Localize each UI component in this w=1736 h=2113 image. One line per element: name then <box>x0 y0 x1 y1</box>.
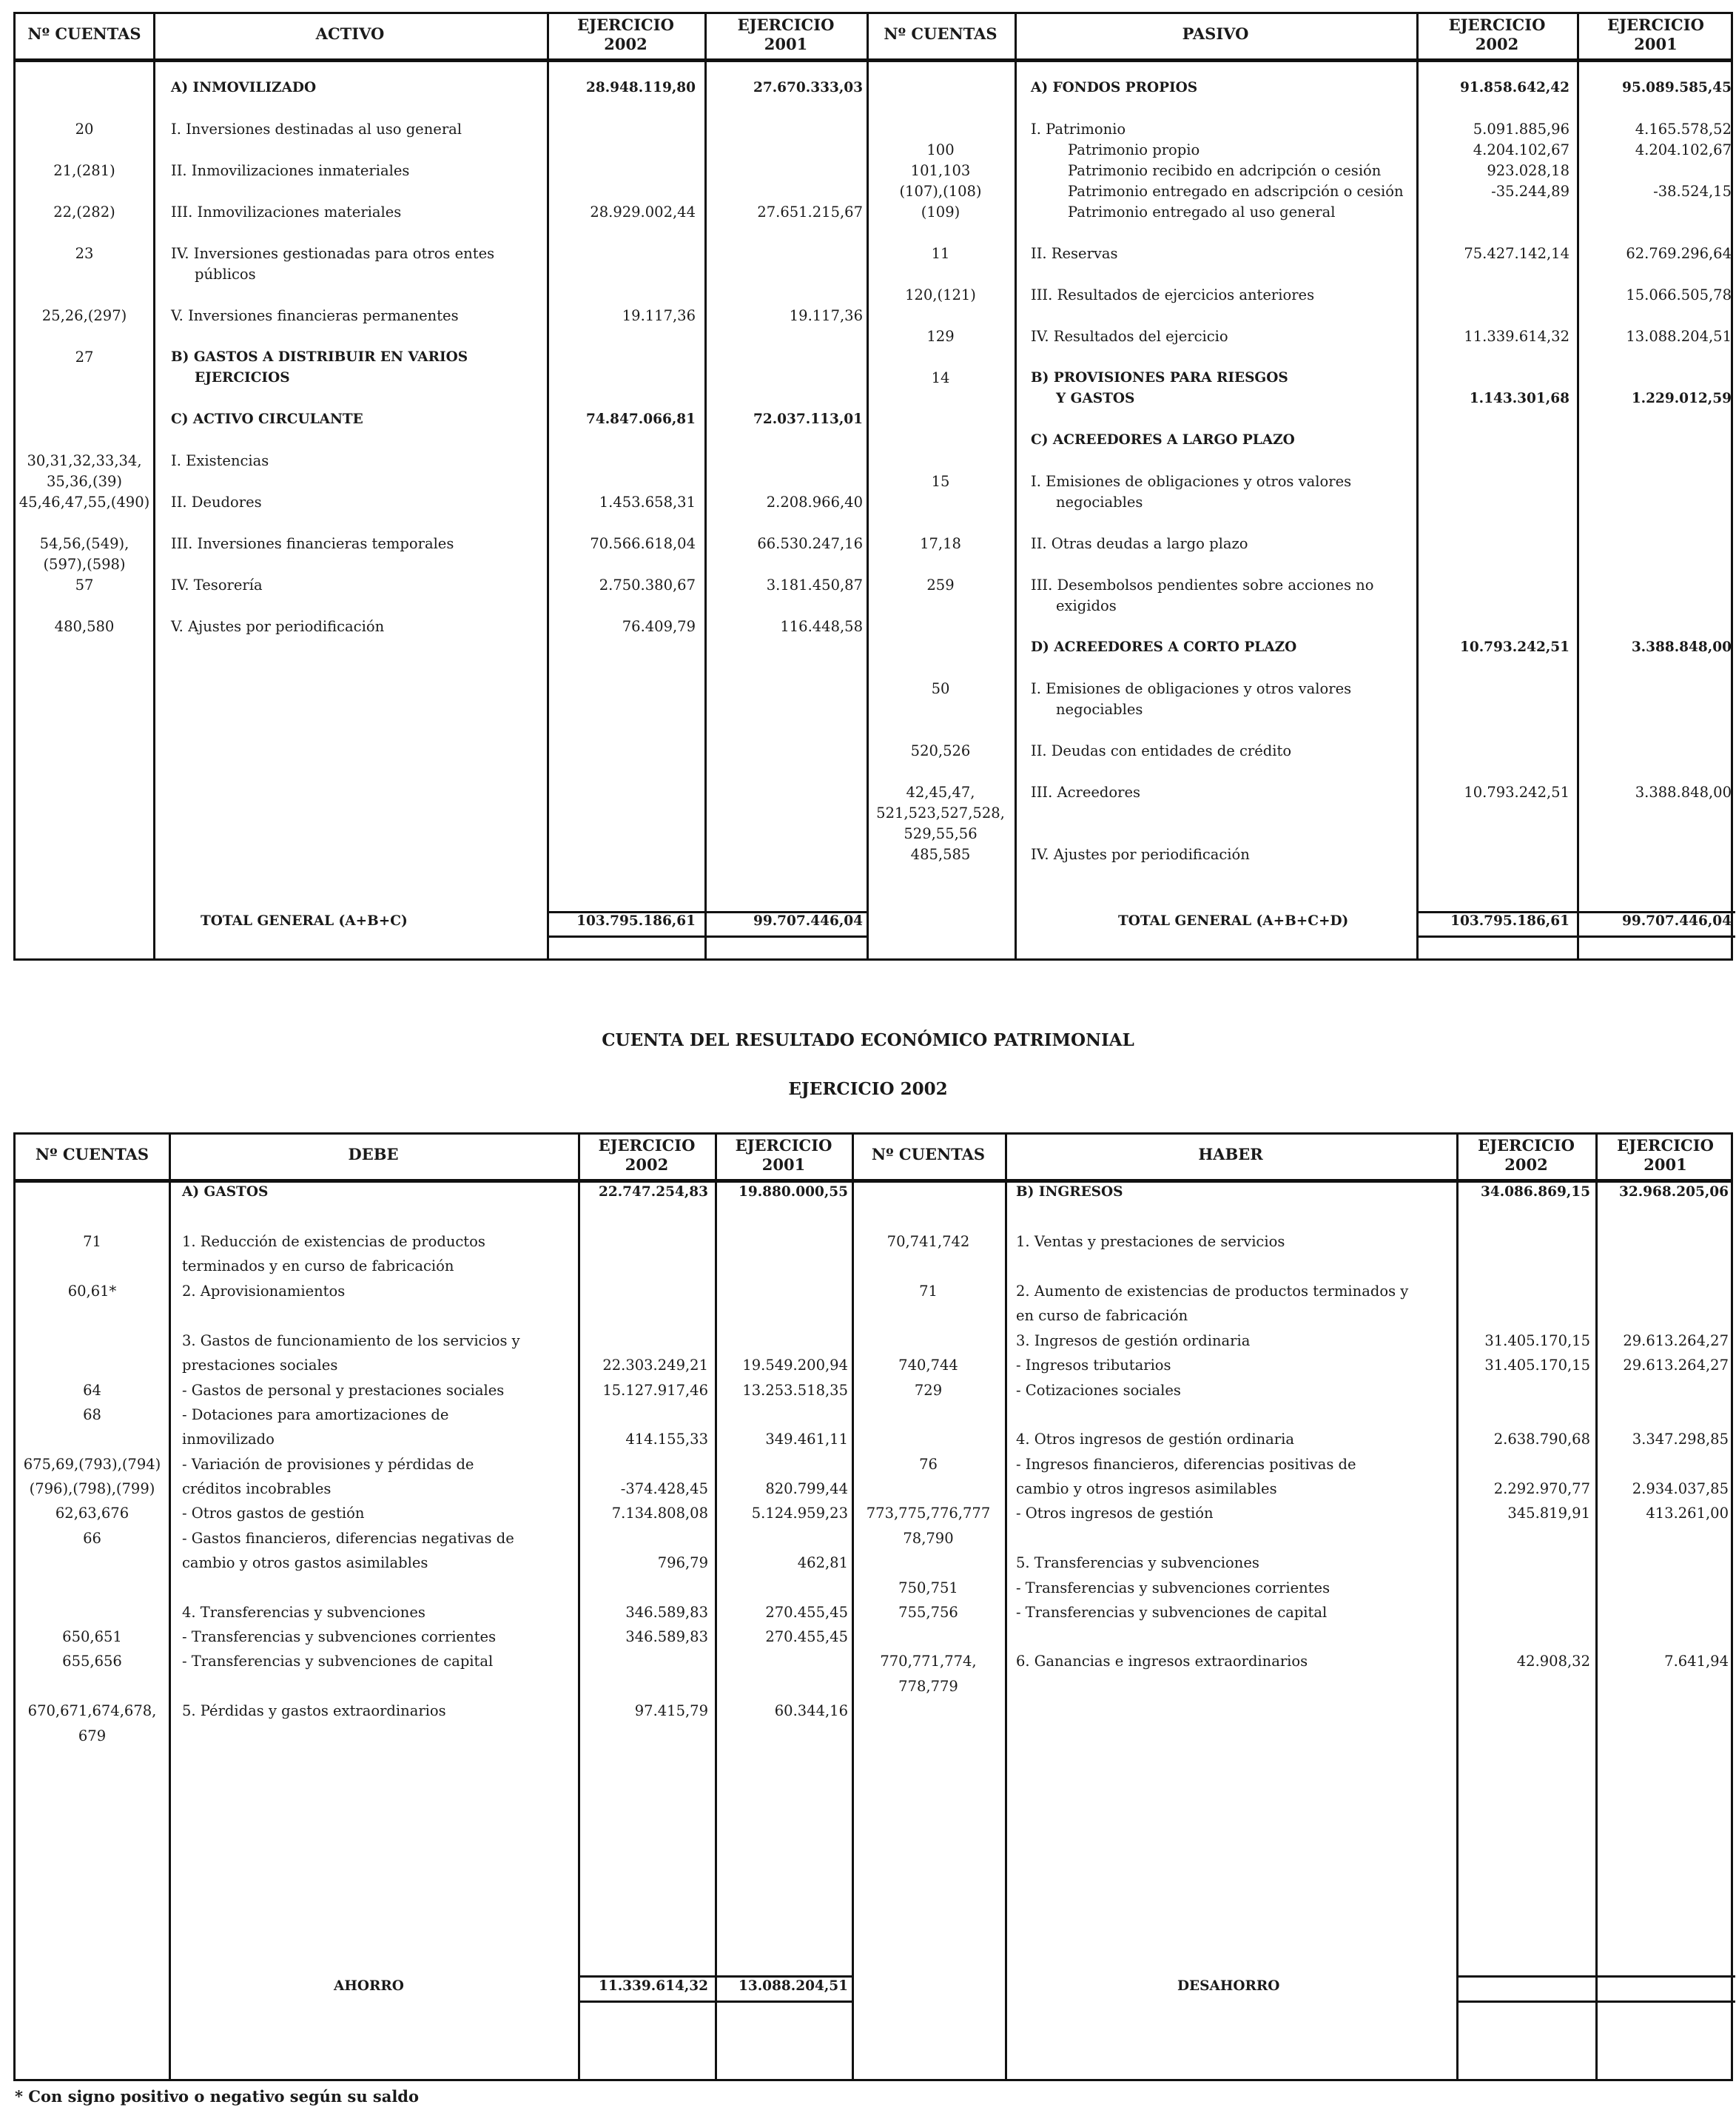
account-number: 773,775,776,777 <box>866 1505 991 1522</box>
account-number: 11 <box>931 245 950 262</box>
value-2001: 95.089.585,45 <box>1621 80 1732 95</box>
header-ej2001-right: EJERCICIO 2001 <box>1607 16 1704 53</box>
account-number: 42,45,47, <box>906 784 975 801</box>
row-label: II. Deudores <box>171 494 262 511</box>
account-number: 22,(282) <box>53 204 115 221</box>
account-number: 71 <box>83 1233 101 1250</box>
account-number: 101,103 <box>910 162 971 179</box>
value-2002: 19.117,36 <box>622 307 696 324</box>
value-2001: 27.670.333,03 <box>753 80 863 95</box>
value-2001: 4.165.578,52 <box>1635 121 1732 138</box>
row-label: Patrimonio entregado al uso general <box>1068 204 1336 221</box>
row-label: Patrimonio propio <box>1068 141 1200 158</box>
row-label: II. Deudas con entidades de crédito <box>1031 742 1292 759</box>
row-label: I. Existencias <box>171 452 269 469</box>
row-label: II. Inmovilizaciones inmateriales <box>171 162 410 179</box>
account-number: 675,69,(793),(794) <box>23 1456 161 1473</box>
row-label: III. Resultados de ejercicios anteriores <box>1031 286 1315 303</box>
value-2002: 28.929.002,44 <box>590 204 696 221</box>
row-label: 3. Ingresos de gestión ordinaria <box>1016 1332 1251 1349</box>
account-number: 76 <box>919 1456 938 1473</box>
value-2002: 414.155,33 <box>625 1431 708 1448</box>
account-number: 529,55,56 <box>904 825 978 842</box>
account-number: 520,526 <box>910 742 971 759</box>
account-number: 35,36,(39) <box>46 473 123 490</box>
row-label: 5. Transferencias y subvenciones <box>1016 1554 1259 1571</box>
value-2002: 1.143.301,68 <box>1469 391 1570 406</box>
account-number: 30,31,32,33,34, <box>27 452 142 469</box>
value-2002: 5.091.885,96 <box>1473 121 1570 138</box>
account-number: 64 <box>83 1382 101 1399</box>
account-number: 54,56,(549), <box>39 535 129 552</box>
row-label: - Gastos de personal y prestaciones sociales <box>182 1382 505 1399</box>
account-number: 23 <box>75 245 94 262</box>
pasivo-total-2001: 99.707.446,04 <box>1621 913 1732 929</box>
account-number: 21,(281) <box>53 162 115 179</box>
value-2001: 2.934.037,85 <box>1632 1480 1729 1497</box>
header-ej2002-left: EJERCICIO 2002 <box>577 16 674 53</box>
row-label: V. Ajustes por periodificación <box>171 618 385 635</box>
account-number: 100 <box>926 141 955 158</box>
desahorro-label: DESAHORRO <box>1177 1978 1280 1994</box>
account-number: 485,585 <box>910 846 971 863</box>
row-label-continued: exigidos <box>1056 597 1117 614</box>
account-number: 71 <box>919 1283 938 1300</box>
account-number: 27 <box>75 349 94 366</box>
row-label: 2. Aumento de existencias de productos terminados y <box>1016 1283 1409 1300</box>
row-label: - Otros ingresos de gestión <box>1016 1505 1214 1522</box>
row-label-continued: negociables <box>1056 701 1143 718</box>
value-2001: 32.968.205,06 <box>1618 1184 1729 1200</box>
value-2001: 4.204.102,67 <box>1635 141 1732 158</box>
account-number: 480,580 <box>54 618 115 635</box>
row-label: IV. Ajustes por periodificación <box>1031 846 1250 863</box>
value-2002: 346.589,83 <box>625 1628 708 1645</box>
row-label: 1. Reducción de existencias de productos <box>182 1233 485 1250</box>
row-label: - Gastos financieros, diferencias negativas de <box>182 1530 514 1547</box>
value-2001: 270.455,45 <box>765 1628 848 1645</box>
row-label: I. Inversiones destinadas al uso general <box>171 121 462 138</box>
result-subtitle: EJERCICIO 2002 <box>788 1079 948 1099</box>
account-number: 50 <box>931 680 950 697</box>
row-label: Patrimonio entregado en adscripción o cesión <box>1068 183 1404 200</box>
value-2001: 72.037.113,01 <box>753 411 863 427</box>
account-number: (109) <box>921 204 960 221</box>
account-number: 68 <box>83 1406 101 1423</box>
header-cuentas-haber: Nº CUENTAS <box>871 1145 986 1163</box>
value-2002: 70.566.618,04 <box>590 535 696 552</box>
value-2002: 31.405.170,15 <box>1484 1332 1590 1349</box>
account-number: 521,523,527,528, <box>876 804 1005 822</box>
value-2002: 15.127.917,46 <box>602 1382 708 1399</box>
header-debe: DEBE <box>348 1145 399 1163</box>
value-2001: 2.208.966,40 <box>766 494 863 511</box>
account-number: 740,744 <box>898 1357 958 1374</box>
account-number: 778,779 <box>898 1678 958 1695</box>
row-label: A) FONDOS PROPIOS <box>1031 80 1198 95</box>
row-label: cambio y otros gastos asimilables <box>182 1554 428 1571</box>
header-cuentas-right: Nº CUENTAS <box>884 24 997 43</box>
activo-total-2002: 103.795.186,61 <box>576 913 696 929</box>
header-debe-2001: EJERCICIO 2001 <box>735 1136 832 1174</box>
pasivo-total-2002: 103.795.186,61 <box>1450 913 1570 929</box>
value-2002: -35.244,89 <box>1491 183 1570 200</box>
account-number: 66 <box>83 1530 101 1547</box>
row-label: - Ingresos tributarios <box>1016 1357 1171 1374</box>
row-label: 4. Otros ingresos de gestión ordinaria <box>1016 1431 1294 1448</box>
row-label: B) INGRESOS <box>1016 1184 1123 1200</box>
row-label: - Transferencias y subvenciones de capital <box>182 1653 494 1670</box>
account-number: 20 <box>75 121 94 138</box>
value-2001: 820.799,44 <box>765 1480 848 1497</box>
row-label: 5. Pérdidas y gastos extraordinarios <box>182 1702 446 1719</box>
account-number: 25,26,(297) <box>41 307 127 324</box>
row-label: créditos incobrables <box>182 1480 332 1497</box>
value-2001: 29.613.264,27 <box>1623 1357 1729 1374</box>
value-2001: 270.455,45 <box>765 1604 848 1621</box>
row-label-continued: negociables <box>1056 494 1143 511</box>
account-number: 14 <box>931 369 950 386</box>
result-title: CUENTA DEL RESULTADO ECONÓMICO PATRIMONIAL <box>602 1030 1134 1050</box>
row-label: II. Otras deudas a largo plazo <box>1031 535 1248 552</box>
value-2002: 923.028,18 <box>1487 162 1570 179</box>
row-label: - Dotaciones para amortizaciones de <box>182 1406 449 1423</box>
value-2002: 2.292.970,77 <box>1493 1480 1590 1497</box>
value-2002: 76.409,79 <box>622 618 696 635</box>
ahorro-2001: 13.088.204,51 <box>738 1978 848 1994</box>
row-label: Patrimonio recibido en adcripción o cesión <box>1068 162 1382 179</box>
row-label: cambio y otros ingresos asimilables <box>1016 1480 1277 1497</box>
row-label: 3. Gastos de funcionamiento de los servicios y <box>182 1332 520 1349</box>
account-number: (597),(598) <box>43 556 126 573</box>
activo-total-2001: 99.707.446,04 <box>753 913 863 929</box>
value-2001: 62.769.296,64 <box>1626 245 1732 262</box>
header-activo: ACTIVO <box>315 24 385 43</box>
value-2002: 10.793.242,51 <box>1459 639 1570 655</box>
value-2001: 15.066.505,78 <box>1626 286 1732 303</box>
account-number: 755,756 <box>898 1604 958 1621</box>
value-2001: 19.117,36 <box>789 307 863 324</box>
row-label: C) ACREEDORES A LARGO PLAZO <box>1031 432 1295 448</box>
ahorro-label: AHORRO <box>334 1978 404 1994</box>
header-pasivo: PASIVO <box>1182 24 1249 43</box>
row-label: IV. Tesorería <box>171 577 263 594</box>
value-2002: 10.793.242,51 <box>1464 784 1570 801</box>
value-2001: -38.524,15 <box>1653 183 1732 200</box>
value-2001: 60.344,16 <box>774 1702 848 1719</box>
activo-total-label: TOTAL GENERAL (A+B+C) <box>201 913 408 929</box>
account-number: (796),(798),(799) <box>29 1480 155 1497</box>
value-2002: 97.415,79 <box>634 1702 708 1719</box>
header-ej2002-right: EJERCICIO 2002 <box>1448 16 1546 53</box>
value-2002: 31.405.170,15 <box>1484 1357 1590 1374</box>
row-label: V. Inversiones financieras permanentes <box>171 307 459 324</box>
value-2002: 22.747.254,83 <box>598 1184 708 1200</box>
value-2002: 28.948.119,80 <box>585 80 696 95</box>
row-label: - Variación de provisiones y pérdidas de <box>182 1456 474 1473</box>
account-number: 120,(121) <box>905 286 976 303</box>
row-label: I. Emisiones de obligaciones y otros valores <box>1031 680 1352 697</box>
row-label: III. Desembolsos pendientes sobre acciones no <box>1031 577 1374 594</box>
value-2002: 74.847.066,81 <box>585 411 696 427</box>
account-number: 259 <box>926 577 955 594</box>
ahorro-2002: 11.339.614,32 <box>598 1978 708 1994</box>
value-2001: 19.549.200,94 <box>742 1357 848 1374</box>
row-label: C) ACTIVO CIRCULANTE <box>171 411 363 427</box>
row-label: III. Inversiones financieras temporales <box>171 535 454 552</box>
value-2001: 29.613.264,27 <box>1623 1332 1729 1349</box>
account-number: 78,790 <box>903 1530 954 1547</box>
account-number: 655,656 <box>62 1653 122 1670</box>
row-label: II. Reservas <box>1031 245 1118 262</box>
value-2002: 22.303.249,21 <box>602 1357 708 1374</box>
header-haber: HABER <box>1198 1145 1263 1163</box>
account-number: 650,651 <box>62 1628 122 1645</box>
account-number: 57 <box>75 577 94 594</box>
value-2001: 116.448,58 <box>780 618 863 635</box>
account-number: 45,46,47,55,(490) <box>18 494 150 511</box>
value-2002: 796,79 <box>657 1554 708 1571</box>
value-2001: 3.388.848,00 <box>1631 639 1732 655</box>
pasivo-total-label: TOTAL GENERAL (A+B+C+D) <box>1118 913 1349 929</box>
value-2002: 2.750.380,67 <box>599 577 696 594</box>
header-debe-2002: EJERCICIO 2002 <box>598 1136 696 1174</box>
row-label: - Ingresos financieros, diferencias positivas de <box>1016 1456 1356 1473</box>
row-label: III. Inmovilizaciones materiales <box>171 204 402 221</box>
header-cuentas-left: Nº CUENTAS <box>27 24 141 43</box>
footnote: * Con signo positivo o negativo según su saldo <box>15 2087 419 2106</box>
row-label: A) INMOVILIZADO <box>171 80 317 95</box>
row-label: terminados y en curso de fabricación <box>182 1257 454 1274</box>
value-2001: 13.088.204,51 <box>1626 328 1732 345</box>
balance-table <box>13 12 1733 961</box>
account-number: 729 <box>914 1382 943 1399</box>
row-label: IV. Resultados del ejercicio <box>1031 328 1228 345</box>
row-label: - Cotizaciones sociales <box>1016 1382 1181 1399</box>
value-2001: 5.124.959,23 <box>751 1505 848 1522</box>
row-label: - Transferencias y subvenciones corrientes <box>182 1628 497 1645</box>
row-label: prestaciones sociales <box>182 1357 338 1374</box>
value-2001: 7.641,94 <box>1664 1653 1729 1670</box>
row-label: A) GASTOS <box>182 1184 269 1200</box>
value-2001: 462,81 <box>797 1554 848 1571</box>
header-haber-2001: EJERCICIO 2001 <box>1617 1136 1714 1174</box>
row-label-continued: públicos <box>195 266 256 283</box>
row-label-continued: EJERCICIOS <box>195 370 290 386</box>
header-cuentas-debe: Nº CUENTAS <box>35 1145 149 1163</box>
row-label: B) PROVISIONES PARA RIESGOS <box>1031 370 1288 386</box>
account-number: 70,741,742 <box>886 1233 970 1250</box>
header-haber-2002: EJERCICIO 2002 <box>1478 1136 1575 1174</box>
value-2002: 75.427.142,14 <box>1464 245 1570 262</box>
row-label: - Transferencias y subvenciones de capital <box>1016 1604 1328 1621</box>
row-label: en curso de fabricación <box>1016 1307 1188 1324</box>
row-label: 4. Transferencias y subvenciones <box>182 1604 425 1621</box>
value-2001: 66.530.247,16 <box>757 535 863 552</box>
row-label: inmovilizado <box>182 1431 275 1448</box>
value-2002: 2.638.790,68 <box>1493 1431 1590 1448</box>
account-number: 750,751 <box>898 1579 958 1596</box>
value-2002: 7.134.808,08 <box>611 1505 708 1522</box>
row-label: 1. Ventas y prestaciones de servicios <box>1016 1233 1285 1250</box>
account-number: 17,18 <box>920 535 961 552</box>
result-table <box>13 1132 1733 2081</box>
row-label-continued: Y GASTOS <box>1056 391 1135 406</box>
row-label: B) GASTOS A DISTRIBUIR EN VARIOS <box>171 349 468 365</box>
account-number: 670,671,674,678, <box>27 1702 157 1719</box>
value-2001: 3.388.848,00 <box>1635 784 1732 801</box>
value-2002: 345.819,91 <box>1507 1505 1590 1522</box>
account-number: 62,63,676 <box>55 1505 129 1522</box>
value-2001: 13.253.518,35 <box>742 1382 848 1399</box>
value-2002: 346.589,83 <box>625 1604 708 1621</box>
account-number: 679 <box>78 1727 107 1744</box>
row-label: III. Acreedores <box>1031 784 1141 801</box>
row-label: I. Emisiones de obligaciones y otros valores <box>1031 473 1352 490</box>
value-2002: 11.339.614,32 <box>1464 328 1570 345</box>
header-ej2001-left: EJERCICIO 2001 <box>737 16 835 53</box>
row-label: IV. Inversiones gestionadas para otros entes <box>171 245 495 262</box>
account-number: 15 <box>931 473 950 490</box>
value-2001: 349.461,11 <box>765 1431 848 1448</box>
value-2001: 3.347.298,85 <box>1632 1431 1729 1448</box>
value-2001: 413.261,00 <box>1646 1505 1729 1522</box>
row-label: D) ACREEDORES A CORTO PLAZO <box>1031 639 1297 655</box>
account-number: 60,61* <box>67 1283 117 1300</box>
row-label: - Otros gastos de gestión <box>182 1505 365 1522</box>
value-2002: 1.453.658,31 <box>599 494 696 511</box>
value-2001: 1.229.012,59 <box>1631 391 1732 406</box>
row-label: - Transferencias y subvenciones corrientes <box>1016 1579 1330 1596</box>
value-2002: 34.086.869,15 <box>1480 1184 1590 1200</box>
value-2002: -374.428,45 <box>620 1480 708 1497</box>
row-label: I. Patrimonio <box>1031 121 1126 138</box>
account-number: 129 <box>926 328 955 345</box>
value-2001: 19.880.000,55 <box>738 1184 848 1200</box>
value-2001: 3.181.450,87 <box>766 577 863 594</box>
row-label: 6. Ganancias e ingresos extraordinarios <box>1016 1653 1308 1670</box>
row-label: 2. Aprovisionamientos <box>182 1283 346 1300</box>
account-number: 770,771,774, <box>880 1653 977 1670</box>
value-2001: 27.651.215,67 <box>757 204 863 221</box>
value-2002: 91.858.642,42 <box>1459 80 1570 95</box>
value-2002: 4.204.102,67 <box>1473 141 1570 158</box>
value-2002: 42.908,32 <box>1516 1653 1590 1670</box>
account-number: (107),(108) <box>899 183 982 200</box>
